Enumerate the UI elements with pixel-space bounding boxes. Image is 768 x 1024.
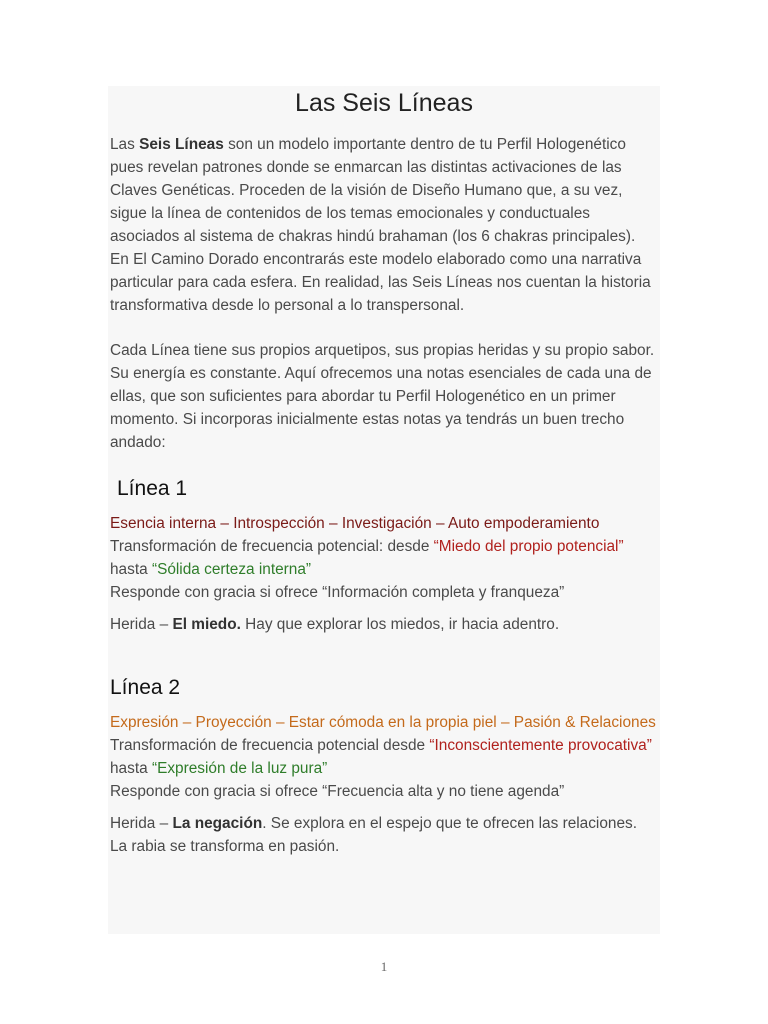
linea-2-keywords: Expresión – Proyección – Estar cómoda en la propia piel – Pasión & Relaciones [110,714,656,731]
document-content [110,86,658,858]
linea-1-heading: Línea 1 [117,477,188,500]
intro-bold-term: Seis Líneas [139,136,224,153]
linea-2-herida [110,812,658,858]
linea-2-transformation [110,734,658,780]
herida-name: El miedo. [172,616,241,633]
linea-1-responde: Responde con gracia si ofrece “Información completa y franqueza” [110,584,565,601]
transformation-text: hasta [110,760,152,777]
linea-2-section [110,711,658,858]
herida-name: La negación [172,815,263,832]
transformation-from: “Inconscientemente provocativa” [429,737,652,754]
intro-paragraph-2: Cada Línea tiene sus propios arquetipos, sus propias heridas y su propio sabor. Su energía es constante. Aquí ofrecemos una notas esenciales de cada una de ellas, que son suficientes para abordar tu Perfil Hologenético en un primer momento. Si incorporas inicialmente estas notas ya tendrás un buen trecho andado: [110,342,655,451]
transformation-text: Transformación de frecuencia potencial desde [110,737,430,754]
linea-2-responde: Responde con gracia si ofrece “Frecuencia alta y no tiene agenda” [110,783,565,800]
herida-label: Herida – [110,616,173,633]
transformation-text: hasta [110,561,152,578]
herida-label: Herida – [110,815,173,832]
transformation-to: “Expresión de la luz pura” [151,760,328,777]
linea-1-section [110,512,658,636]
transformation-from: “Miedo del propio potencial” [433,538,624,555]
transformation-text: Transformación de frecuencia potencial: desde [110,538,434,555]
herida-text: Hay que explorar los miedos, ir hacia adentro. [240,616,560,633]
linea-2-heading: Línea 2 [110,676,181,699]
linea-1-transformation [110,535,658,581]
document-title: Las Seis Líneas [295,89,473,117]
page-number: 1 [380,959,388,974]
intro-text: Las [110,136,140,153]
linea-1-herida [110,613,658,636]
herida-text: . Se explora en el espejo que te ofrecen las relaciones. La rabia se transforma en pasión. [110,815,637,855]
transformation-to: “Sólida certeza interna” [151,561,312,578]
intro-paragraph-1 [110,133,658,317]
document-page [108,86,660,934]
intro-text: son un modelo importante dentro de tu Perfil Hologenético pues revelan patrones donde se enmarcan las distintas activaciones de las Claves Genéticas. Proceden de la visión de Diseño Humano que, a su vez, sigue la línea de contenidos de los temas emocionales y conductuales asociados al sistema de chakras hindú brahaman (los 6 chakras principales). En El Camino Dorado encontrarás este modelo elaborado como una narrativa particular para cada esfera. En realidad, las Seis Líneas nos cuentan la historia transformativa desde lo personal a lo transpersonal. [110,136,651,314]
linea-1-keywords: Esencia interna – Introspección – Investigación – Auto empoderamiento [110,515,600,532]
